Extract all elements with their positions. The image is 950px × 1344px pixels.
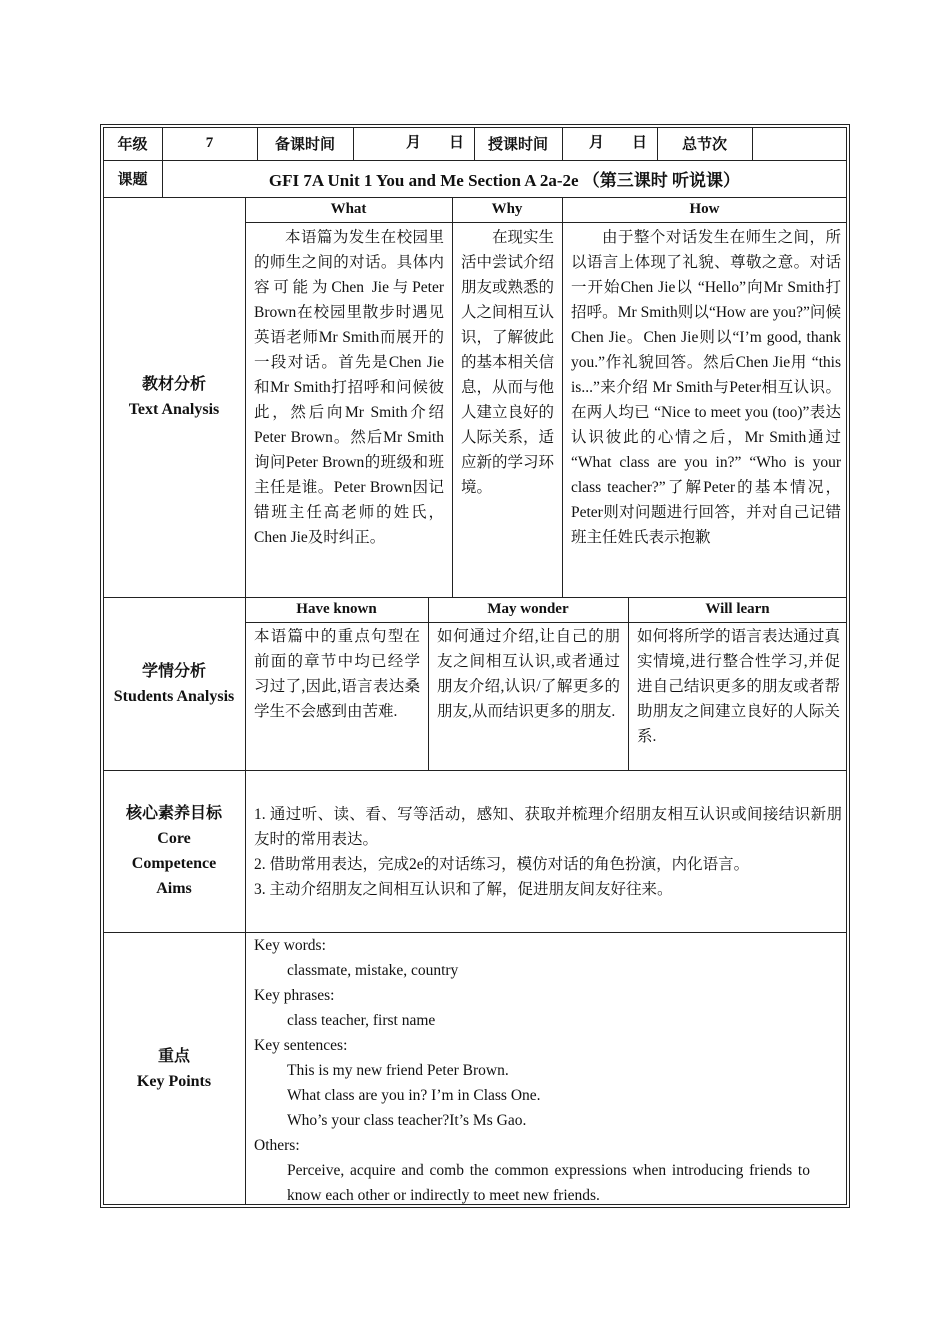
- may-wonder-text: 如何通过介绍,让自己的朋友之间相互认识,或者通过朋友介绍,认识/了解更多的朋友,从而结识更多的朋友.: [437, 628, 620, 720]
- grade-label: 年级: [117, 137, 148, 153]
- key-words: classmate, mistake, country: [287, 962, 459, 979]
- text-analysis-label-cn: 教材分析: [141, 376, 206, 393]
- core-aim-item: 2. 借助常用表达，完成2e的对话练习，模仿对话的角色扮演，内化语言。: [254, 856, 750, 873]
- key-phrases: class teacher, first name: [287, 1012, 436, 1029]
- col-divider: [353, 127, 354, 160]
- prep-day: 日: [449, 135, 465, 151]
- key-sentence: Who’s your class teacher?It’s Ms Gao.: [287, 1112, 527, 1129]
- row-divider: [245, 622, 847, 623]
- have-known-header: Have known: [296, 601, 377, 617]
- why-text: 在现实生活中尝试介绍朋友或熟悉的人之间相互认识，了解彼此的基本相关信息，从而与他人建立良好的人际关系，适应新的学习环境。: [461, 229, 555, 496]
- prep-time-label: 备课时间: [274, 137, 335, 153]
- have-known-text: 本语篇中的重点句型在前面的章节中均已经学习过了,因此,语言表达桑学生不会感到由苦难.: [254, 628, 420, 720]
- text-analysis-label-en: Text Analysis: [128, 401, 220, 418]
- core-aims-label-en-1: Core: [157, 830, 191, 847]
- will-learn-text: 如何将所学的语言表达通过真实情境,进行整合性学习,并促进自己结识更多的朋友或者帮助朋友之间建立良好的人际关系.: [637, 628, 840, 745]
- key-phrases-label: Key phrases:: [254, 987, 335, 1004]
- key-points-content: [254, 933, 842, 1208]
- what-text: 本语篇为发生在校园里的师生之间的对话。具体内容可能为Chen Jie与Peter Brown在校园里散步时遇见英语老师Mr Smith而展开的一段对话。首先是Chen Jie和Mr Smith打招呼和问候彼此，然后向Mr Smith介绍Peter Brown。然后Mr Smith询问Peter Brown的班级和班主任是谁。Peter Brown因记错班主任高老师的姓氏，Chen Jie及时纠正。: [254, 229, 444, 546]
- teach-day: 日: [632, 135, 648, 151]
- how-header: How: [689, 201, 720, 217]
- key-words-label: Key words:: [254, 937, 326, 954]
- col-divider: [628, 597, 629, 770]
- col-divider: [245, 197, 246, 1205]
- core-aims-list: [254, 802, 842, 902]
- core-aims-label: [103, 770, 245, 932]
- will-learn-header: Will learn: [705, 601, 770, 617]
- students-analysis-label-cn: 学情分析: [141, 662, 206, 680]
- core-aim-item: 1. 通过听、读、看、写等活动，感知、获取并梳理介绍朋友相互认识或间接结识新朋友时的常用表达。: [254, 806, 842, 848]
- text-analysis-label: [103, 197, 245, 597]
- core-aims-label-cn: 核心素养目标: [125, 805, 222, 822]
- key-sentence: This is my new friend Peter Brown.: [287, 1062, 509, 1079]
- col-divider: [452, 197, 453, 597]
- core-aims-label-en-3: Aims: [156, 880, 192, 897]
- students-analysis-label-en: Students Analysis: [113, 687, 235, 705]
- key-points-label-cn: 重点: [157, 1047, 190, 1065]
- others-label: Others:: [254, 1137, 300, 1154]
- key-points-label-en: Key Points: [136, 1072, 212, 1090]
- students-analysis-label: [103, 597, 245, 770]
- col-divider: [562, 127, 563, 160]
- how-text: 由于整个对话发生在师生之间，所以语言上体现了礼貌、尊敬之意。对话一开始Chen Jie以 “Hello”向Mr Smith打招呼。Mr Smith则以“How are you?”问候Chen Jie。Chen Jie则以“I’m good, thank you.”作礼貌回答。然后Chen Jie用 “this is...”来介绍 Mr Smith与Peter相互认识。在两人均已 “Nice to meet you (too)”表达认识彼此的心情之后，Mr Smith通过 “What class are you in?” “Who is your class teacher?”了解Peter的基本情况，Peter则对问题进行回答，并对自己记错班主任姓氏表示抱歉: [571, 229, 841, 546]
- total-value: [752, 127, 847, 160]
- col-divider: [428, 597, 429, 770]
- teach-month: 月: [589, 135, 605, 151]
- topic-title: GFI 7A Unit 1 You and Me Section A 2a-2e （第三课时 听说课）: [268, 171, 741, 190]
- teach-time-label: 授课时间: [487, 137, 548, 153]
- key-sentence: What class are you in? I’m in Class One.: [287, 1087, 541, 1104]
- core-aims-label-en-2: Competence: [131, 855, 217, 872]
- what-header: What: [330, 201, 367, 217]
- row-divider: [245, 222, 847, 223]
- may-wonder-header: May wonder: [487, 601, 569, 617]
- key-sentences-label: Key sentences:: [254, 1037, 348, 1054]
- others-text: Perceive, acquire and comb the common expressions when introducing friends to know each other or indirectly to meet new friends.: [287, 1162, 810, 1204]
- total-label: 总节次: [681, 137, 727, 153]
- why-header: Why: [491, 201, 523, 217]
- col-divider: [562, 197, 563, 597]
- core-aim-item: 3. 主动介绍朋友之间相互认识和了解，促进朋友间友好往来。: [254, 881, 673, 898]
- key-points-label: [103, 932, 245, 1205]
- grade-value: 7: [205, 135, 214, 151]
- topic-label: 课题: [117, 172, 148, 188]
- prep-month: 月: [406, 135, 422, 151]
